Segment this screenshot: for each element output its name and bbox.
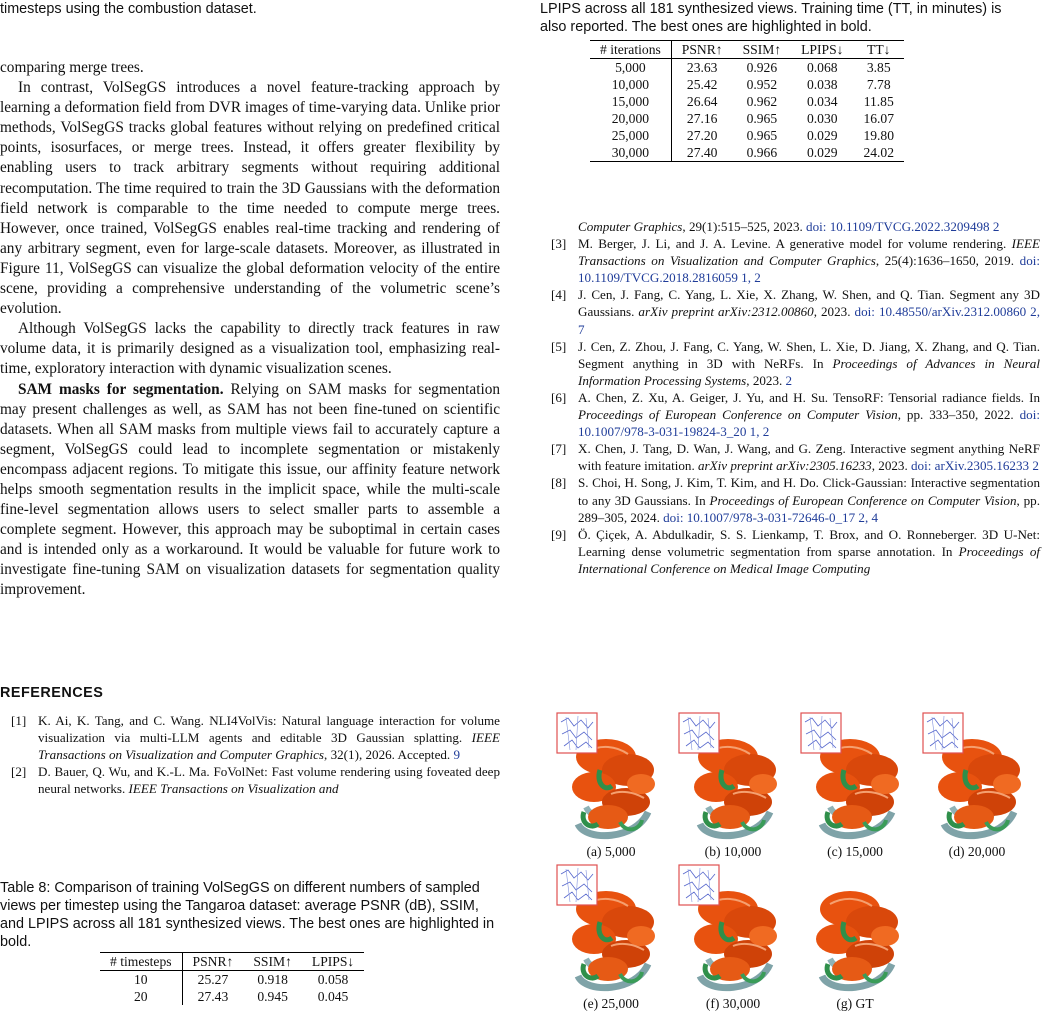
table-cell: 20,000 <box>590 110 671 127</box>
reference-item <box>540 338 1040 389</box>
reference-link[interactable]: doi: 10.1109/TVCG.2018.2816059 1, 2 <box>578 253 1041 286</box>
reference-item <box>540 218 1040 235</box>
inset-image <box>557 713 597 753</box>
table-header: TT↓ <box>853 41 904 59</box>
reference-item <box>0 712 500 763</box>
table-cell: 27.40 <box>671 144 732 162</box>
table-header: SSIM↑ <box>733 41 792 59</box>
table-header: # timesteps <box>100 953 182 971</box>
reference-venue: IEEE Transactions on Visualization and Computer Graphics <box>38 730 500 763</box>
table-cell: 10,000 <box>590 76 671 93</box>
reference-venue: Proceedings of European Conference on Computer Vision <box>709 492 1017 508</box>
table-cell: 0.045 <box>317 988 349 1004</box>
inset-image <box>801 713 841 753</box>
reference-venue: Proceedings of European Conference on Computer Vision <box>578 407 898 423</box>
reference-venue: IEEE Transactions on Visualization and Computer Graphics <box>578 236 1040 269</box>
table-cell: 0.034 <box>806 93 838 109</box>
table-cell: 15,000 <box>590 93 671 110</box>
table-header: # iterations <box>590 41 671 59</box>
table-row <box>590 59 904 77</box>
table-header: SSIM↑ <box>243 953 302 971</box>
rendering-image <box>922 712 1032 842</box>
paragraph-heading: SAM masks for segmentation. <box>18 380 224 398</box>
reference-number: [7] <box>551 441 567 457</box>
table-row <box>590 76 904 93</box>
caption-line: LPIPS across all 181 synthesized views. Training time (TT, in minutes) is <box>540 1 1002 17</box>
reference-number: [3] <box>551 236 567 252</box>
reference-item <box>540 526 1040 577</box>
reference-venue: Computer Graphics <box>578 219 683 234</box>
reference-link[interactable]: doi: arXiv.2305.16233 2 <box>911 458 1039 474</box>
table-8 <box>100 952 364 1005</box>
table-cell: 11.85 <box>863 93 894 109</box>
reference-venue: IEEE Transactions on Visualization and <box>128 781 339 797</box>
table-cell: 0.926 <box>746 59 778 75</box>
reference-tail: , 29(1):515–525, 2023. <box>682 219 807 234</box>
reference-text: K. Ai, K. Tang, and C. Wang. NLI4VolVis: Natural language interaction for volume visualization via multi-LLM agents and editable 3D Gaussian splatting. <box>38 713 500 746</box>
table-cell: 5,000 <box>590 59 671 77</box>
table-cell: 0.918 <box>257 971 288 987</box>
reference-number: [9] <box>551 526 567 542</box>
reference-text: X. Chen, J. Tang, D. Wan, J. Wang, and G. Zeng. Interactive segment anything NeRF with feature imitation. <box>578 441 1040 474</box>
body-paragraph: In contrast, VolSegGS introduces a novel feature-tracking approach by learning a deformation field from DVR images of time-varying data. Unlike prior methods, VolSegGS tracks global features without relying on predefined critical points, isosurfaces, or merge trees. Instead, it offers greater flexibility by enabling users to track arbitrary segments without requiring additional recomputation. The time required to train the 3D Gaussians with the deformation field network is comparable to the time needed to compute merge trees. However, once trained, VolSegGS enables real-time tracking and rendering of any arbitrary segment, even for large-scale datasets. Moreover, as illustrated in Figure 11, VolSegGS can visualize the global deformation velocity of the entire scene, providing a comprehensive understanding of the volumetric scene’s evolution. <box>0 79 500 318</box>
table-header: PSNR↑ <box>182 953 243 971</box>
figure-panel-c <box>800 712 910 860</box>
references-heading: REFERENCES <box>0 685 104 701</box>
reference-item <box>540 286 1040 337</box>
table-cell: 25.42 <box>686 76 718 92</box>
figure-panel-b <box>678 712 788 860</box>
reference-text: Ö. Çiçek, A. Abdulkadir, S. S. Lienkamp, T. Brox, and O. Ronneberger. 3D U-Net: Learning dense volumetric segmentation from sparse annotation. In <box>578 526 1040 559</box>
reference-venue: Proceedings of International Conference on Medical Image Computing <box>578 543 1040 576</box>
rendering-image <box>678 864 788 994</box>
reference-venue: arXiv preprint arXiv:2305.16233 <box>698 458 872 474</box>
reference-link[interactable]: 2 <box>785 372 793 388</box>
table-cell: 25,000 <box>590 127 671 144</box>
body-paragraph <box>0 380 500 601</box>
rendering-image <box>800 712 910 842</box>
table-cell: 0.966 <box>733 144 792 162</box>
table-cell: 3.85 <box>866 59 891 75</box>
reference-text: J. Cen, Z. Zhou, J. Fang, C. Yang, W. Shen, L. Xie, D. Jiang, X. Zhang, and Q. Tian. Segment anything in 3D with NeRFs. In <box>578 338 1040 371</box>
reference-venue: arXiv preprint arXiv:2312.00860 <box>638 304 814 320</box>
reference-link[interactable]: doi: 10.1109/TVCG.2022.3209498 2 <box>806 219 1000 234</box>
reference-list <box>0 712 500 797</box>
reference-tail: , 2023. <box>813 304 855 320</box>
panel-label: (c) 15,000 <box>827 844 883 859</box>
reference-text: S. Choi, H. Song, J. Kim, T. Kim, and H. Do. Click-Gaussian: Interactive segmentation to any 3D Gaussians. In <box>578 475 1040 508</box>
figure-panel-f <box>678 864 788 1012</box>
table-cell: 0.945 <box>257 988 288 1004</box>
figure-panel-e <box>556 864 666 1012</box>
reference-number: [2] <box>11 764 27 780</box>
reference-tail: , 2023. <box>871 458 911 474</box>
table-cell: 19.80 <box>863 127 895 143</box>
reference-item <box>540 235 1040 286</box>
inset-image <box>679 713 719 753</box>
table-cell: 0.029 <box>791 144 853 162</box>
reference-number: [1] <box>11 713 27 728</box>
figure-panel-a <box>556 712 666 860</box>
table-cell: 30,000 <box>590 144 671 162</box>
rendering-image <box>556 864 666 994</box>
inset-image <box>679 865 719 905</box>
reference-tail: , 25(4):1636–1650, 2019. <box>875 253 1020 269</box>
reference-link[interactable]: doi: 10.1007/978-3-031-72646-0_17 2, 4 <box>663 509 879 525</box>
table-cell: 0.965 <box>746 127 778 143</box>
table-7 <box>590 40 904 162</box>
rendering-image <box>556 712 666 842</box>
panel-label: (f) 30,000 <box>705 996 761 1011</box>
body-paragraph: comparing merge trees. <box>0 59 144 76</box>
table-cell: 0.068 <box>806 59 838 75</box>
table-cell: 27.16 <box>686 110 718 126</box>
panel-label: (e) 25,000 <box>583 996 639 1011</box>
table-row <box>590 93 904 110</box>
reference-tail: , pp. 333–350, 2022. <box>897 407 1020 423</box>
reference-text: J. Cen, J. Fang, C. Yang, L. Xie, X. Zhang, W. Shen, and Q. Tian. Segment any 3D Gaussians. <box>578 287 1040 320</box>
rendering-image <box>800 864 910 994</box>
table-cell: 0.030 <box>806 110 838 126</box>
table-cell: 16.07 <box>863 110 895 126</box>
reference-item <box>540 474 1040 525</box>
panel-label: (g) GT <box>836 996 874 1011</box>
figure-caption-tail: timesteps using the combustion dataset. <box>0 1 257 17</box>
table-cell: 24.02 <box>853 144 904 162</box>
table-cell: 0.952 <box>746 76 778 92</box>
reference-tail: , pp. 289–305, 2024. <box>578 492 1040 525</box>
reference-link[interactable]: doi: 10.48550/arXiv.2312.00860 2, 7 <box>578 304 1040 337</box>
reference-venue: Proceedings of Advances in Neural Information Processing Systems <box>578 355 1040 388</box>
reference-text: M. Berger, J. Li, and J. A. Levine. A generative model for volume rendering. <box>578 236 1012 252</box>
rendering-image <box>678 712 788 842</box>
body-paragraph: Although VolSegGS lacks the capability to directly track features in raw volume data, it is primarily designed as a visualization tool, emphasizing real-time, exploratory interaction with dynamic visualization scenes. <box>0 320 500 378</box>
figure-panel-d <box>922 712 1032 860</box>
table-cell: 27.20 <box>686 127 718 143</box>
reference-item <box>0 763 500 797</box>
table-cell: 20 <box>100 988 182 1005</box>
table-cell: 26.64 <box>686 93 718 109</box>
table-cell: 0.965 <box>746 110 778 126</box>
table-cell: 10 <box>100 971 182 989</box>
reference-item <box>540 389 1040 440</box>
table-cell: 0.962 <box>746 93 778 109</box>
reference-text: A. Chen, Z. Xu, A. Geiger, J. Yu, and H. Su. TensoRF: Tensorial radiance fields. In <box>578 389 1040 405</box>
table-cell: 0.029 <box>806 127 838 143</box>
inset-image <box>557 865 597 905</box>
reference-number: [4] <box>551 287 567 303</box>
table-header: LPIPS↓ <box>791 41 853 59</box>
table-caption <box>540 0 1040 36</box>
reference-number: [8] <box>551 475 567 491</box>
table-row <box>590 144 904 162</box>
table-header: LPIPS↓ <box>302 953 364 971</box>
reference-number: [5] <box>551 338 567 354</box>
figure-panel-g <box>800 864 910 1012</box>
panel-label: (b) 10,000 <box>704 844 762 859</box>
reference-number: [6] <box>551 389 567 405</box>
reference-link[interactable]: 9 <box>453 747 461 763</box>
paragraph-text: Relying on SAM masks for segmentation may present challenges as well, as SAM has not been fine-tuned on scientific datasets. When all SAM masks from multiple views fail to accurately capture a segment, VolSegGS could lead to incomplete segmentation or mistakenly encompass adjacent regions. To mitigate this issue, our affinity feature network helps smooth segmentation results in the implicit space, while the multi-scale fine-level segmentation allows users to select smaller parts to assemble a complete segment. However, this approach may be suboptimal in certain cases and is intended only as a workaround. It would be valuable for future work to investigate fine-tuning SAM on visualization datasets for segmentation quality improvement. <box>0 380 500 599</box>
table-row <box>590 127 904 144</box>
table-row <box>100 971 364 989</box>
table-cell: 7.78 <box>866 76 891 92</box>
table-header: PSNR↑ <box>671 41 732 59</box>
table-cell: 0.058 <box>317 971 349 987</box>
table-cell: 0.038 <box>806 76 838 92</box>
panel-label: (a) 5,000 <box>586 844 636 859</box>
panel-label: (d) 20,000 <box>948 844 1006 859</box>
table-caption: Table 8: Comparison of training VolSegGS on different numbers of sampled views per timestep using the Tangaroa dataset: average PSNR (dB), SSIM, and LPIPS across all 181 synthesized views. The best ones are highlighted in bold. <box>0 880 495 950</box>
reference-link[interactable]: doi: 10.1007/978-3-031-19824-3_20 1, 2 <box>578 407 1040 440</box>
table-row <box>590 110 904 127</box>
reference-tail: , 2023. <box>746 372 786 388</box>
table-row <box>100 988 364 1005</box>
reference-tail: , 32(1), 2026. Accepted. <box>324 747 454 763</box>
table-cell: 27.43 <box>197 988 229 1004</box>
table-cell: 23.63 <box>686 59 718 75</box>
inset-image <box>923 713 963 753</box>
reference-list <box>540 218 1040 577</box>
caption-line: also reported. The best ones are highlighted in bold. <box>540 19 872 35</box>
reference-item <box>540 440 1040 474</box>
table-cell: 25.27 <box>197 971 229 987</box>
reference-text: D. Bauer, Q. Wu, and K.-L. Ma. FoVolNet: Fast volume rendering using foveated deep neural networks. <box>38 764 500 797</box>
